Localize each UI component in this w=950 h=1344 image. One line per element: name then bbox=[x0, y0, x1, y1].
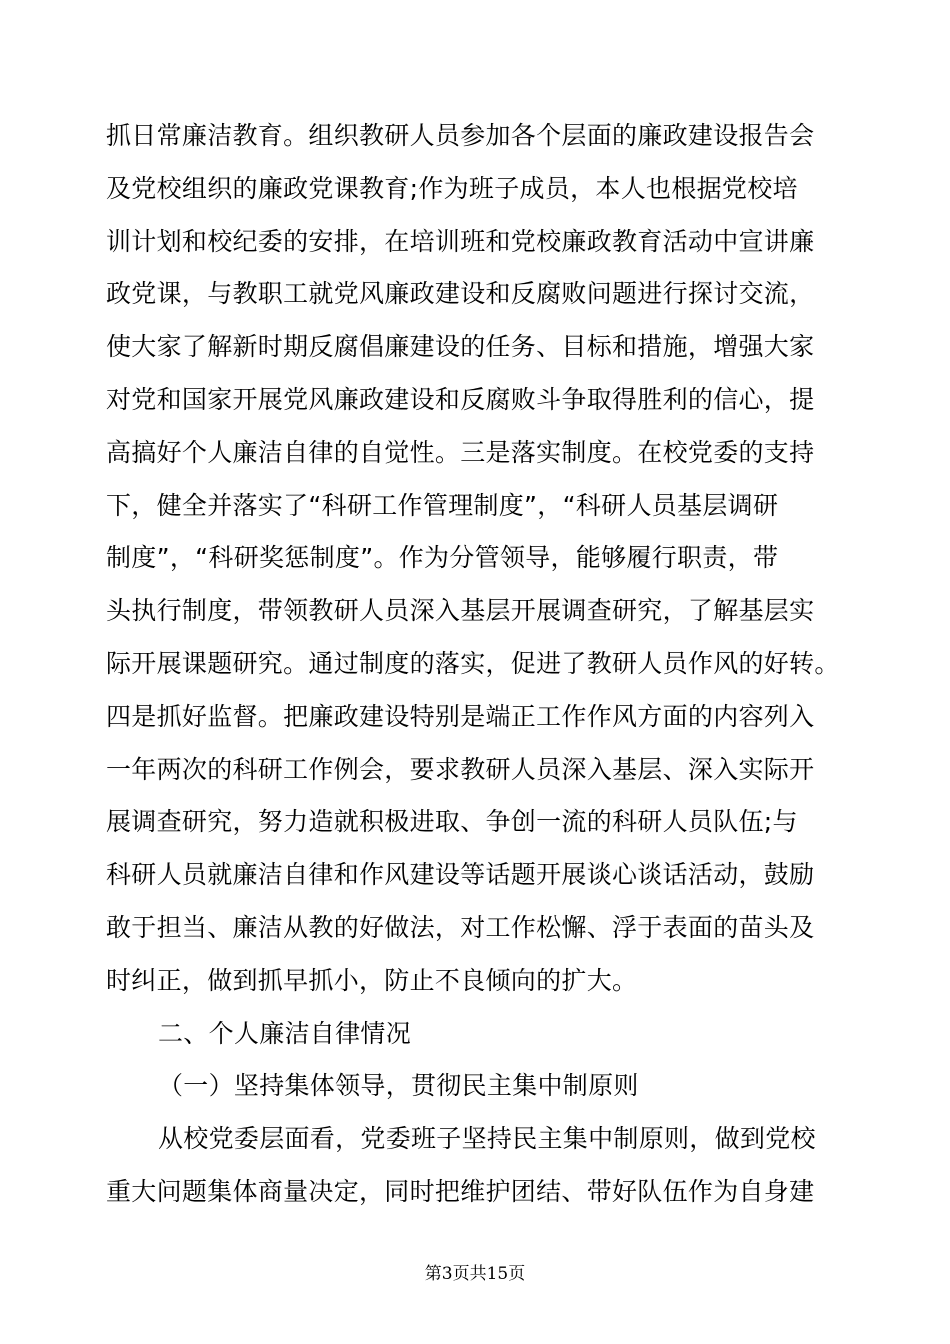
text-line: 时纠正，做到抓早抓小，防止不良倾向的扩大。 bbox=[106, 965, 638, 995]
text-line: 抓日常廉洁教育。组织教研人员参加各个层面的廉政建设报告会 bbox=[106, 121, 815, 150]
section-heading: 二、个人廉洁自律情况 bbox=[158, 1018, 412, 1048]
document-body bbox=[106, 110, 850, 1219]
subsection-heading: （一）坚持集体领导，贯彻民主集中制原则 bbox=[158, 1071, 639, 1101]
text-line: 训计划和校纪委的安排，在培训班和党校廉政教育活动中宣讲廉 bbox=[106, 226, 815, 256]
text-line: 一年两次的科研工作例会，要求教研人员深入基层、深入实际开 bbox=[106, 754, 815, 784]
text-line: 敢于担当、廉洁从教的好做法，对工作松懈、浮于表面的苗头及 bbox=[106, 912, 815, 942]
text-line: 头执行制度，带领教研人员深入基层开展调查研究，了解基层实 bbox=[106, 596, 815, 626]
text-line: 使大家了解新时期反腐倡廉建设的任务、目标和措施，增强大家 bbox=[106, 332, 815, 362]
paragraph-line: 从校党委层面看，党委班子坚持民主集中制原则，做到党校 bbox=[158, 1124, 816, 1154]
text-line: 四是抓好监督。把廉政建设特别是端正工作作风方面的内容列入 bbox=[106, 701, 815, 731]
text-line: 科研人员就廉洁自律和作风建设等话题开展谈心谈话活动，鼓励 bbox=[106, 860, 815, 890]
paragraph-line: 重大问题集体商量决定，同时把维护团结、带好队伍作为自身建 bbox=[106, 1176, 815, 1206]
text-line: 际开展课题研究。通过制度的落实，促进了教研人员作风的好转。 bbox=[106, 648, 840, 678]
text-line: 政党课，与教职工就党风廉政建设和反腐败问题进行探讨交流， bbox=[106, 279, 815, 309]
text-line: 下，健全并落实了“科研工作管理制度”，“科研人员基层调研 bbox=[106, 490, 779, 520]
text-line: 及党校组织的廉政党课教育;作为班子成员，本人也根据党校培 bbox=[106, 173, 798, 203]
text-line: 展调查研究，努力造就积极进取、争创一流的科研人员队伍;与 bbox=[106, 807, 798, 837]
text-line: 制度”，“科研奖惩制度”。作为分管领导，能够履行职责，带 bbox=[106, 543, 779, 573]
text-line: 高搞好个人廉洁自律的自觉性。三是落实制度。在校党委的支持 bbox=[106, 437, 815, 467]
page-footer: 第3页共15页 bbox=[424, 1264, 526, 1284]
text-line: 对党和国家开展党风廉政建设和反腐败斗争取得胜利的信心，提 bbox=[106, 384, 815, 414]
